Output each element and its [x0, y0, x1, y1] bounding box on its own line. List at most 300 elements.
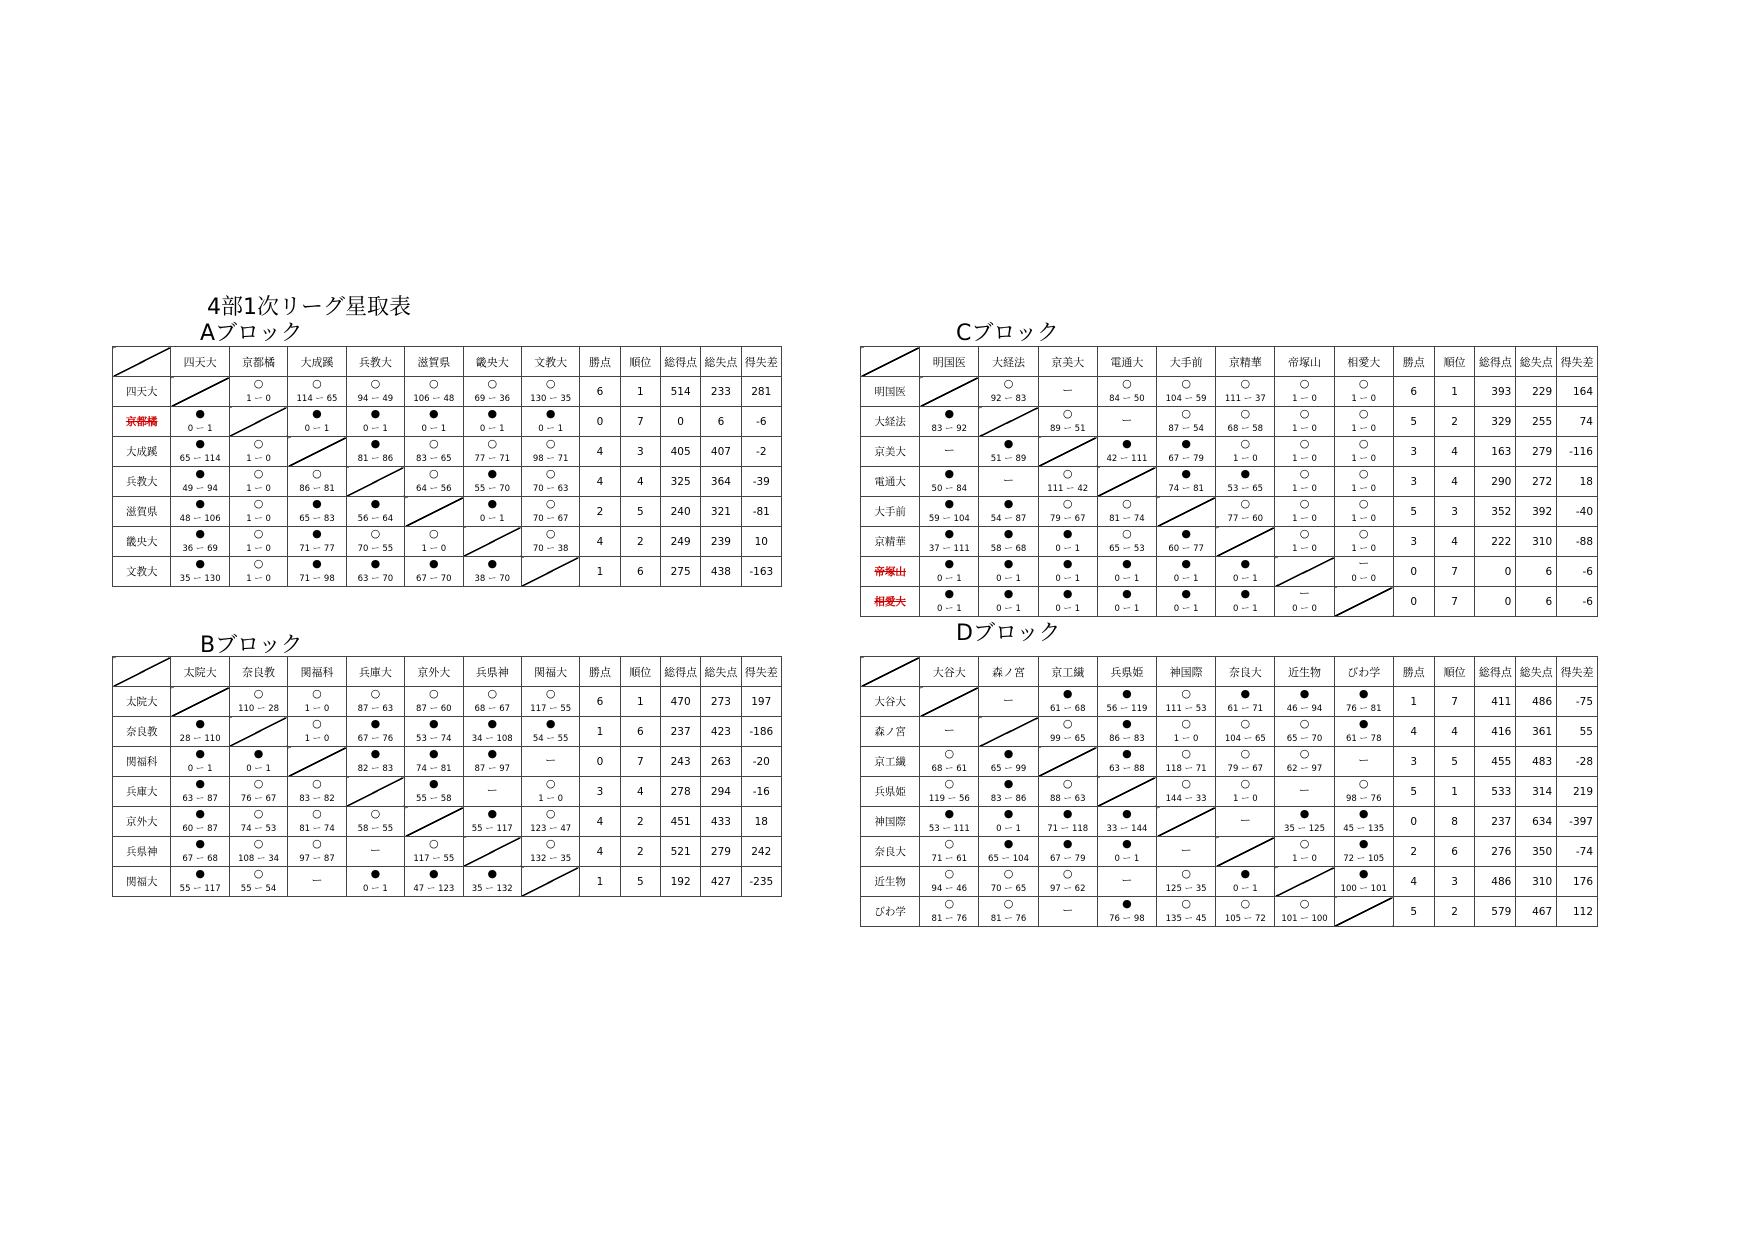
- match-cell: [171, 777, 229, 807]
- match-cell: [1334, 747, 1393, 777]
- result-mark: ●: [312, 407, 322, 420]
- match-score: 0 ー 1: [1114, 574, 1140, 584]
- match-cell: [229, 527, 287, 557]
- match-score: 55 ー 54: [240, 884, 277, 894]
- match-score: 48 ー 106: [179, 514, 221, 524]
- stat-value: -235: [741, 867, 781, 897]
- stat-value: 7: [1434, 557, 1475, 587]
- block-a-table: [112, 346, 782, 587]
- stat-header: 勝点: [580, 657, 620, 687]
- stat-value: -28: [1557, 747, 1598, 777]
- block-d-label: Dブロック: [956, 621, 1061, 646]
- match-cell: [1157, 467, 1216, 497]
- match-score: 81 ー 74: [299, 824, 335, 834]
- stat-value: 279: [701, 837, 741, 867]
- self-match-cell: [1157, 497, 1216, 527]
- stat-value: 112: [1557, 897, 1598, 927]
- result-mark: ○: [1122, 377, 1132, 390]
- match-cell: [1038, 497, 1097, 527]
- result-mark: ●: [944, 497, 955, 510]
- result-mark: ●: [1003, 837, 1014, 850]
- col-team-name: 帝塚山: [1275, 347, 1334, 377]
- result-mark: ○: [1122, 527, 1132, 540]
- match-score: 1 ー 0: [246, 514, 271, 524]
- stat-header: 得失差: [741, 347, 781, 377]
- match-score: 71 ー 98: [299, 574, 335, 584]
- result-mark: ●: [944, 407, 955, 420]
- match-score: 104 ー 59: [1165, 394, 1207, 404]
- stat-value: 1: [1393, 687, 1434, 717]
- result-mark: ○: [1358, 497, 1369, 510]
- self-match-cell: [979, 407, 1038, 437]
- match-cell: [1216, 807, 1275, 837]
- match-cell: [1216, 497, 1275, 527]
- match-cell: [346, 407, 404, 437]
- result-mark: ●: [1122, 587, 1132, 600]
- match-score: 35 ー 130: [179, 574, 221, 584]
- table-row: [861, 407, 1598, 437]
- result-mark: ○: [545, 837, 556, 850]
- row-team-name: 大成蹊: [113, 437, 171, 467]
- block-b-table: [112, 656, 782, 897]
- match-score: 118 ー 71: [1165, 764, 1207, 774]
- table-row: [861, 747, 1598, 777]
- stat-value: 1: [1434, 777, 1475, 807]
- match-cell: [405, 527, 463, 557]
- match-score: 144 ー 33: [1165, 794, 1207, 804]
- table-row: [113, 407, 782, 437]
- result-mark: ○: [545, 437, 556, 450]
- match-cell: [1216, 557, 1275, 587]
- stat-value: 423: [701, 717, 741, 747]
- result-mark: ○: [312, 377, 322, 390]
- match-score: 0 ー 1: [1114, 854, 1140, 864]
- match-cell: [920, 777, 979, 807]
- match-cell: [171, 717, 229, 747]
- result-mark: ○: [545, 527, 556, 540]
- match-cell: [1216, 467, 1275, 497]
- match-cell: [346, 557, 404, 587]
- result-mark: ○: [253, 777, 264, 790]
- result-mark: ○: [429, 467, 439, 480]
- match-score: 65 ー 53: [1109, 544, 1145, 554]
- self-match-cell: [1275, 867, 1334, 897]
- stat-value: 281: [741, 377, 781, 407]
- match-cell: [920, 717, 979, 747]
- match-score: 117 ー 55: [530, 704, 572, 714]
- result-mark: ●: [1358, 717, 1369, 730]
- result-mark: ○: [545, 807, 556, 820]
- stat-value: 163: [1475, 437, 1516, 467]
- result-mark: ●: [944, 467, 955, 480]
- match-score: 53 ー 111: [928, 824, 970, 834]
- result-mark: ●: [195, 467, 205, 480]
- col-team-name: 京外大: [405, 657, 463, 687]
- match-score: 1 ー 0: [304, 704, 330, 714]
- match-cell: [1334, 437, 1393, 467]
- match-score: 114 ー 65: [296, 394, 338, 404]
- stat-value: 4: [1434, 717, 1475, 747]
- stat-value: 405: [660, 437, 700, 467]
- match-score: 0 ー 1: [1114, 604, 1140, 614]
- self-match-cell: [521, 867, 579, 897]
- result-mark: ●: [487, 717, 498, 730]
- row-team-name: 滋賀県: [113, 497, 171, 527]
- col-team-name: 大谷大: [920, 657, 979, 687]
- stat-value: 290: [1475, 467, 1516, 497]
- result-mark: ●: [370, 407, 381, 420]
- result-mark: ○: [545, 777, 556, 790]
- result-mark: ●: [1122, 437, 1132, 450]
- col-team-name: 兵県姫: [1097, 657, 1156, 687]
- result-mark: ○: [1299, 897, 1310, 910]
- match-score: ー: [1003, 694, 1014, 707]
- match-cell: [463, 437, 521, 467]
- match-cell: [405, 777, 463, 807]
- match-score: 62 ー 97: [1286, 764, 1323, 774]
- match-score: 83 ー 86: [990, 794, 1027, 804]
- match-score: 119 ー 56: [928, 794, 970, 804]
- result-mark: ●: [944, 527, 955, 540]
- result-mark: ○: [487, 377, 498, 390]
- row-team-name: 大手前: [861, 497, 920, 527]
- match-cell: [1038, 807, 1097, 837]
- stat-value: -2: [741, 437, 781, 467]
- match-cell: [1216, 747, 1275, 777]
- row-team-name: 兵教大: [113, 467, 171, 497]
- stat-value: 0: [1475, 557, 1516, 587]
- result-mark: ●: [1240, 687, 1251, 700]
- match-cell: [920, 497, 979, 527]
- block-c-label: Cブロック: [956, 321, 1059, 346]
- result-mark: ●: [195, 717, 205, 730]
- match-cell: [1038, 587, 1097, 617]
- match-cell: [1334, 557, 1393, 587]
- match-score: 61 ー 78: [1345, 734, 1382, 744]
- result-mark: ○: [253, 557, 264, 570]
- stat-value: 273: [701, 687, 741, 717]
- table-row: [861, 437, 1598, 467]
- stat-value: 0: [1475, 587, 1516, 617]
- col-team-name: 関福科: [288, 657, 346, 687]
- match-score: 53 ー 74: [416, 734, 452, 744]
- table-row: [861, 897, 1598, 927]
- result-mark: ○: [1181, 717, 1191, 730]
- stat-value: 579: [1475, 897, 1516, 927]
- match-cell: [920, 867, 979, 897]
- table-row: [113, 717, 782, 747]
- result-mark: ●: [429, 747, 439, 760]
- match-score: 69 ー 36: [474, 394, 511, 404]
- result-mark: ●: [1358, 687, 1369, 700]
- match-score: 67 ー 76: [357, 734, 394, 744]
- row-team-name: 兵県神: [113, 837, 171, 867]
- row-team-name: 大経法: [861, 407, 920, 437]
- stat-value: 3: [580, 777, 620, 807]
- stat-value: -75: [1557, 687, 1598, 717]
- match-cell: [463, 867, 521, 897]
- match-score: 55 ー 117: [179, 884, 221, 894]
- stat-value: 240: [660, 497, 700, 527]
- header-row: [861, 657, 1598, 687]
- table-row: [113, 527, 782, 557]
- result-mark: ○: [545, 687, 556, 700]
- stat-value: 483: [1516, 747, 1557, 777]
- result-mark: ●: [545, 717, 556, 730]
- match-cell: [1216, 867, 1275, 897]
- match-cell: [288, 717, 346, 747]
- stat-header: 順位: [620, 657, 660, 687]
- match-cell: [1097, 437, 1156, 467]
- match-cell: [979, 807, 1038, 837]
- result-mark: ○: [1240, 407, 1251, 420]
- match-cell: [521, 717, 579, 747]
- stat-value: 243: [660, 747, 700, 777]
- match-score: ー: [1062, 384, 1074, 397]
- self-match-cell: [1216, 527, 1275, 557]
- match-cell: [229, 867, 287, 897]
- col-team-name: 畿央大: [463, 347, 521, 377]
- self-match-cell: [1097, 777, 1156, 807]
- stat-value: 486: [1516, 687, 1557, 717]
- result-mark: ○: [253, 867, 264, 880]
- stat-value: 4: [580, 837, 620, 867]
- self-match-cell: [463, 527, 521, 557]
- match-cell: [1216, 897, 1275, 927]
- match-score: 1 ー 0: [246, 544, 271, 554]
- result-mark: ○: [429, 437, 439, 450]
- stat-value: 4: [1434, 437, 1475, 467]
- match-score: 65 ー 114: [179, 454, 221, 464]
- result-mark: ●: [944, 587, 955, 600]
- match-cell: [920, 807, 979, 837]
- stat-value: 176: [1557, 867, 1598, 897]
- match-cell: [463, 377, 521, 407]
- match-cell: [1275, 687, 1334, 717]
- table-row: [113, 467, 782, 497]
- match-cell: [405, 437, 463, 467]
- row-team-name: 奈良教: [113, 717, 171, 747]
- match-score: 1 ー 0: [1351, 454, 1377, 464]
- match-cell: [920, 587, 979, 617]
- match-cell: [1097, 527, 1156, 557]
- result-mark: ○: [1181, 687, 1191, 700]
- match-score: ー: [369, 844, 381, 857]
- match-cell: [1275, 497, 1334, 527]
- match-score: 58 ー 68: [990, 544, 1027, 554]
- result-mark: ○: [1240, 437, 1251, 450]
- match-cell: [171, 837, 229, 867]
- match-cell: [1097, 717, 1156, 747]
- match-score: 68 ー 61: [931, 764, 968, 774]
- match-score: 65 ー 83: [299, 514, 335, 524]
- match-cell: [405, 747, 463, 777]
- table-row: [113, 557, 782, 587]
- result-mark: ○: [1062, 867, 1073, 880]
- stat-value: 310: [1516, 527, 1557, 557]
- match-score: 104 ー 65: [1224, 734, 1266, 744]
- match-score: 97 ー 62: [1049, 884, 1086, 894]
- match-score: 45 ー 135: [1343, 824, 1385, 834]
- match-score: 0 ー 1: [363, 424, 388, 434]
- block-b-label: Bブロック: [200, 633, 303, 658]
- match-score: 70 ー 38: [532, 544, 569, 554]
- match-cell: [1097, 687, 1156, 717]
- match-cell: [1097, 377, 1156, 407]
- stat-value: 5: [620, 497, 660, 527]
- table-row: [113, 377, 782, 407]
- result-mark: ●: [195, 437, 205, 450]
- match-cell: [521, 407, 579, 437]
- match-score: 0 ー 1: [936, 574, 962, 584]
- result-mark: ○: [944, 777, 955, 790]
- match-score: 83 ー 82: [299, 794, 335, 804]
- match-score: 56 ー 119: [1106, 704, 1148, 714]
- stat-value: 192: [660, 867, 700, 897]
- stat-value: 393: [1475, 377, 1516, 407]
- stat-value: 1: [1434, 377, 1475, 407]
- stat-value: 229: [1516, 377, 1557, 407]
- match-score: 77 ー 71: [474, 454, 511, 464]
- table-row: [861, 497, 1598, 527]
- match-score: 0 ー 1: [1173, 574, 1199, 584]
- self-match-cell: [171, 377, 229, 407]
- stat-value: 1: [580, 867, 620, 897]
- result-mark: ●: [1003, 557, 1014, 570]
- match-score: 0 ー 1: [304, 424, 330, 434]
- match-cell: [1275, 747, 1334, 777]
- stat-value: 451: [660, 807, 700, 837]
- match-score: 56 ー 64: [357, 514, 394, 524]
- match-cell: [288, 557, 346, 587]
- match-score: ー: [1180, 844, 1192, 857]
- result-mark: ○: [1181, 777, 1191, 790]
- match-cell: [1038, 777, 1097, 807]
- col-team-name: 京都橘: [229, 347, 287, 377]
- stat-value: 6: [580, 687, 620, 717]
- stat-value: 0: [1393, 587, 1434, 617]
- match-cell: [1275, 837, 1334, 867]
- match-score: 63 ー 88: [1109, 764, 1145, 774]
- self-match-cell: [920, 687, 979, 717]
- col-team-name: 兵県神: [463, 657, 521, 687]
- stat-value: 1: [620, 377, 660, 407]
- stat-value: 8: [1434, 807, 1475, 837]
- match-score: 0 ー 1: [1232, 574, 1258, 584]
- self-match-cell: [920, 377, 979, 407]
- match-score: ー: [943, 724, 955, 737]
- match-cell: [229, 807, 287, 837]
- match-cell: [463, 497, 521, 527]
- result-mark: ○: [312, 837, 322, 850]
- stat-value: -74: [1557, 837, 1598, 867]
- block-c-table: [860, 346, 1598, 617]
- self-match-cell: [288, 437, 346, 467]
- match-score: 86 ー 83: [1109, 734, 1145, 744]
- match-cell: [1216, 587, 1275, 617]
- result-mark: ○: [312, 807, 322, 820]
- stat-value: 272: [1516, 467, 1557, 497]
- col-team-name: 兵教大: [346, 347, 404, 377]
- match-score: 35 ー 125: [1284, 824, 1325, 834]
- match-score: 46 ー 94: [1286, 704, 1323, 714]
- match-cell: [1275, 467, 1334, 497]
- stat-value: 4: [1434, 527, 1475, 557]
- result-mark: ●: [1122, 897, 1132, 910]
- result-mark: ○: [429, 377, 439, 390]
- col-team-name: 京工繊: [1038, 657, 1097, 687]
- match-cell: [521, 437, 579, 467]
- match-cell: [521, 687, 579, 717]
- match-score: 76 ー 67: [240, 794, 277, 804]
- result-mark: ○: [312, 717, 322, 730]
- result-mark: ●: [195, 527, 205, 540]
- match-cell: [288, 777, 346, 807]
- result-mark: ●: [195, 407, 205, 420]
- match-score: 81 ー 76: [931, 914, 968, 924]
- stat-value: 4: [620, 777, 660, 807]
- result-mark: ●: [429, 717, 439, 730]
- match-score: 0 ー 1: [538, 424, 564, 434]
- stat-value: -81: [741, 497, 781, 527]
- stat-header: 総失点: [701, 657, 741, 687]
- table-row: [861, 837, 1598, 867]
- result-mark: ●: [1122, 557, 1132, 570]
- row-team-name: 帝塚山: [861, 557, 920, 587]
- match-score: 1 ー 0: [1292, 424, 1317, 434]
- match-score: 81 ー 86: [357, 454, 394, 464]
- match-cell: [1334, 717, 1393, 747]
- stat-value: 2: [1434, 897, 1475, 927]
- stat-value: 0: [660, 407, 700, 437]
- match-cell: [979, 557, 1038, 587]
- match-score: ー: [1121, 874, 1133, 887]
- row-team-name: 畿央大: [113, 527, 171, 557]
- self-match-cell: [229, 717, 287, 747]
- result-mark: ●: [429, 557, 439, 570]
- result-mark: ○: [1299, 377, 1310, 390]
- self-match-cell: [229, 407, 287, 437]
- stat-value: 350: [1516, 837, 1557, 867]
- stat-value: 164: [1557, 377, 1598, 407]
- col-team-name: 森ノ宮: [979, 657, 1038, 687]
- stat-value: 74: [1557, 407, 1598, 437]
- match-cell: [1038, 687, 1097, 717]
- stat-value: 7: [620, 407, 660, 437]
- stat-value: 6: [1516, 587, 1557, 617]
- match-cell: [979, 747, 1038, 777]
- stat-header: 総失点: [1516, 657, 1557, 687]
- match-cell: [171, 437, 229, 467]
- result-mark: ●: [1122, 687, 1132, 700]
- match-cell: [521, 467, 579, 497]
- match-score: 89 ー 51: [1049, 424, 1086, 434]
- stat-header: 勝点: [1393, 657, 1434, 687]
- match-score: ー: [1358, 754, 1370, 767]
- match-cell: [1157, 897, 1216, 927]
- col-team-name: 四天大: [171, 347, 229, 377]
- table-row: [861, 807, 1598, 837]
- match-score: 53 ー 65: [1227, 484, 1264, 494]
- match-cell: [920, 897, 979, 927]
- match-cell: [1097, 587, 1156, 617]
- stat-value: 279: [1516, 437, 1557, 467]
- stat-value: 533: [1475, 777, 1516, 807]
- stat-value: 2: [580, 497, 620, 527]
- match-score: 1 ー 0: [1292, 484, 1317, 494]
- row-team-name: 電通大: [861, 467, 920, 497]
- stat-header: 得失差: [1557, 347, 1598, 377]
